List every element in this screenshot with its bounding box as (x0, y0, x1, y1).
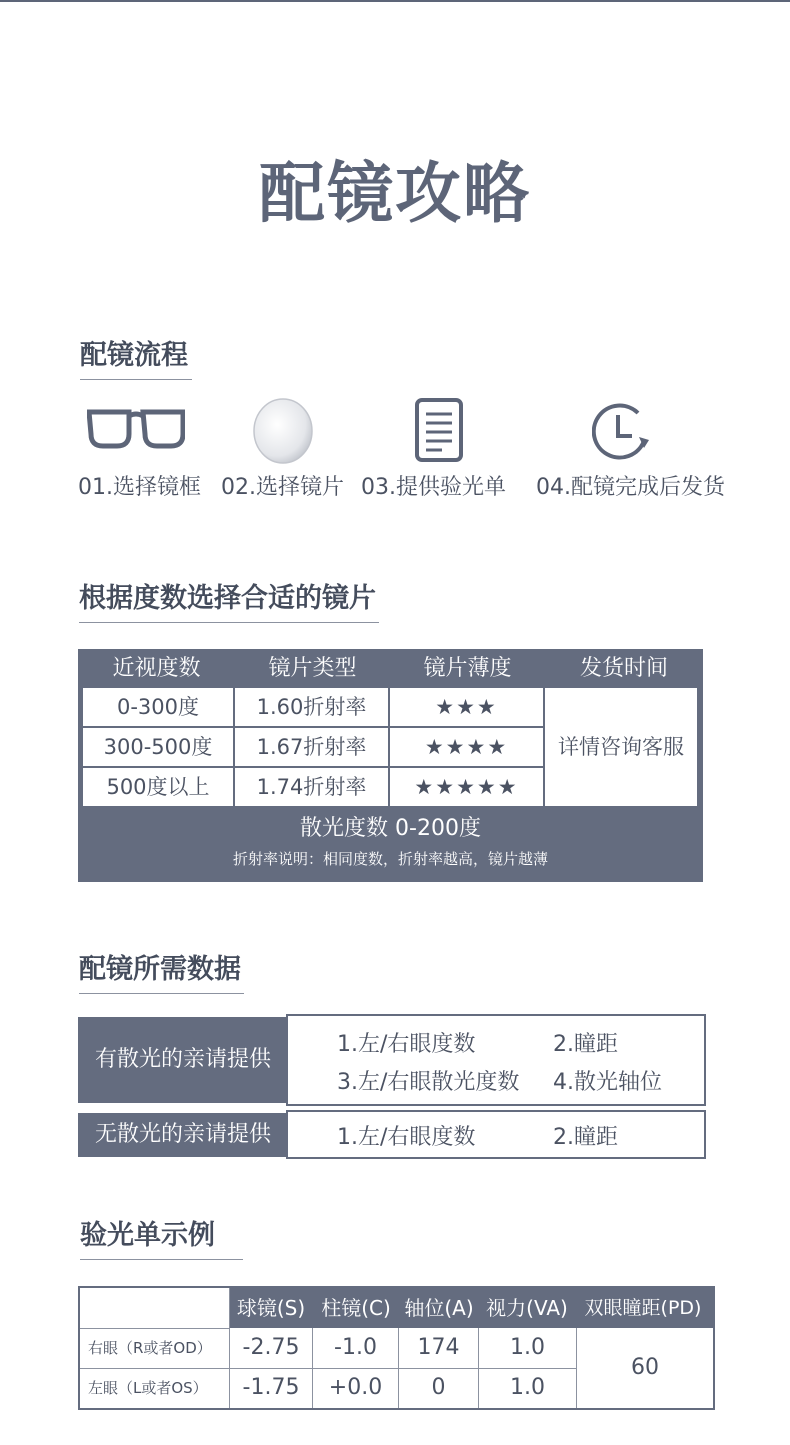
rx-value: 0 (431, 1375, 446, 1400)
lens-cell-degree: 300-500度 (83, 728, 233, 766)
lens-cell-shipping: 详情咨询客服 (545, 688, 697, 806)
without-astig-label: 无散光的亲请提供 (78, 1113, 288, 1157)
step-3-label: 03.提供验光单 (361, 475, 506, 500)
step-2-label: 02.选择镜片 (221, 475, 344, 500)
lens-cell-stars: ★★★★★ (390, 768, 543, 806)
lens-cell-type: 1.67折射率 (235, 728, 388, 766)
rx-value: 174 (417, 1335, 460, 1360)
data-section-title (79, 947, 241, 994)
with-astig-item: 4.散光轴位 (553, 1070, 662, 1095)
lens-title-text: 根据度数选择合适的镜片 (79, 583, 376, 614)
clock-icon (592, 403, 652, 461)
rx-header-cylinder: 柱镜(C) (321, 1296, 391, 1320)
rx-value: +0.0 (328, 1375, 383, 1400)
with-astig-item: 2.瞳距 (553, 1032, 618, 1057)
step-4-label: 04.配镜完成后发货 (536, 475, 725, 500)
example-title-text: 验光单示例 (80, 1220, 215, 1251)
rx-value: -1.0 (334, 1335, 377, 1360)
process-section-title (80, 333, 188, 380)
refractive-note: 折射率说明：相同度数，折射率越高，镜片越薄 (232, 850, 548, 868)
rx-header-axis: 轴位(A) (404, 1296, 474, 1320)
rx-value: -2.75 (242, 1335, 300, 1360)
process-title-underline (80, 379, 192, 380)
top-divider (0, 0, 790, 2)
rx-row-label-right: 右眼（R或者OD） (88, 1339, 212, 1357)
process-title-text: 配镜流程 (80, 340, 188, 371)
lens-section-title (79, 576, 376, 623)
lens-header-thinness: 镜片薄度 (423, 656, 512, 681)
rx-value: 1.0 (510, 1375, 545, 1400)
with-astig-item: 1.左/右眼度数 (337, 1032, 476, 1057)
lens-header-type: 镜片类型 (268, 656, 357, 681)
data-title-underline (79, 993, 244, 994)
rx-header-va: 视力(VA) (486, 1296, 568, 1320)
lens-table (78, 649, 703, 882)
data-title-text: 配镜所需数据 (79, 954, 241, 985)
lens-header-shipping: 发货时间 (579, 656, 668, 681)
lens-icon (252, 398, 314, 464)
without-astig-item: 2.瞳距 (553, 1125, 618, 1150)
lens-cell-type: 1.60折射率 (235, 688, 388, 726)
astigmatism-range: 散光度数 0-200度 (300, 816, 481, 841)
rx-value: -1.75 (242, 1375, 300, 1400)
lens-title-underline (79, 622, 379, 623)
without-astig-item: 1.左/右眼度数 (337, 1125, 476, 1150)
with-astig-item: 3.左/右眼散光度数 (337, 1070, 520, 1095)
document-icon (414, 397, 464, 463)
rx-pd-value: 60 (631, 1355, 659, 1380)
page-title: 配镜攻略 (259, 155, 531, 232)
step-1-label: 01.选择镜框 (78, 475, 201, 500)
rx-row-label-left: 左眼（L或者OS） (88, 1379, 208, 1397)
glasses-icon (87, 408, 185, 450)
lens-cell-degree: 0-300度 (83, 688, 233, 726)
rx-value: 1.0 (510, 1335, 545, 1360)
example-title-underline (80, 1259, 243, 1260)
with-astig-label: 有散光的亲请提供 (78, 1017, 288, 1103)
lens-header-degree: 近视度数 (112, 656, 201, 681)
prescription-table (78, 1286, 715, 1410)
example-section-title (80, 1213, 215, 1260)
lens-cell-stars: ★★★★ (390, 728, 543, 766)
lens-cell-degree: 500度以上 (83, 768, 233, 806)
rx-header-pd: 双眼瞳距(PD) (584, 1297, 702, 1319)
lens-cell-type: 1.74折射率 (235, 768, 388, 806)
lens-cell-stars: ★★★ (390, 688, 543, 726)
rx-header-sphere: 球镜(S) (236, 1296, 306, 1320)
